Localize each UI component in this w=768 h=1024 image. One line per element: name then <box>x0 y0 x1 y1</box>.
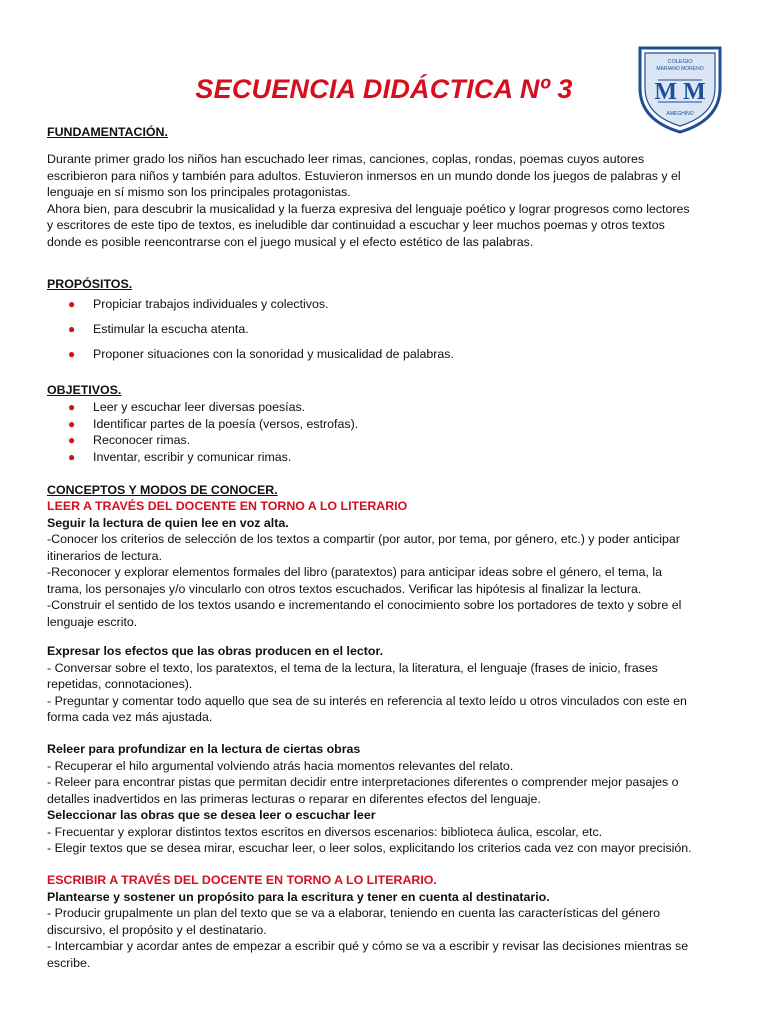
text-line: Ahora bien, para descubrir la musicalidad y la fuerza expresiva del lenguaje poético y lograr progresos como lectores <box>47 201 690 216</box>
text-line: trama, los personajes y/o vincularlo con otros textos escuchados. Verificar las hipótesis al finalizar la lectura. <box>47 581 642 596</box>
list-item: ● Identificar partes de la poesía (versos, estrofas). <box>68 417 359 431</box>
text-line: - Releer para encontrar pistas que permitan decidir entre interpretaciones diferentes o comprender mejor pasajes o <box>47 775 679 789</box>
expresar-block <box>47 643 727 726</box>
releer-block <box>47 741 727 857</box>
fundamentacion-heading: FUNDAMENTACIÓN. <box>47 125 168 139</box>
text-line: y escritores de este tipo de textos, es ineludible dar continuidad a escuchar y leer muchos poemas y otros textos <box>47 218 665 232</box>
block-title: Expresar los efectos que las obras producen en el lector. <box>47 644 384 658</box>
text-line: forma cada vez más ajustada. <box>47 710 213 724</box>
text-line: itinerarios de lectura. <box>47 548 163 563</box>
text-line: -Construir el sentido de los textos usando e incrementando el conocimiento sobre los portadores de texto y sobre el <box>47 598 682 612</box>
block-title: Seleccionar las obras que se desea leer o escuchar leer <box>47 808 376 822</box>
svg-text:COLEGIO: COLEGIO <box>667 59 693 65</box>
text-line: donde es posible reencontrarse con el juego musical y el efecto estético de las palabras. <box>47 234 534 249</box>
section-subheading: ESCRIBIR A TRAVÉS DEL DOCENTE EN TORNO A LO LITERARIO. <box>47 873 437 887</box>
text-line: lenguaje escrito. <box>47 614 138 629</box>
text-line: - Conversar sobre el texto, los paratextos, el tema de la lectura, la literatura, el lenguaje (frases de inicio, frases <box>47 660 658 675</box>
text-line: -Reconocer y explorar elementos formales del libro (paratextos) para anticipar ideas sobre el género, el tema, la <box>47 565 663 579</box>
bullet-icon: ● <box>68 297 76 311</box>
block-title: Releer para profundizar en la lectura de ciertas obras <box>47 742 361 756</box>
text-line: - Preguntar y comentar todo aquello que sea de su interés en referencia al texto leído u otros vinculados con este en <box>47 693 687 708</box>
list-item: ● Inventar, escribir y comunicar rimas. <box>68 450 292 464</box>
text-line: lenguaje en sí mismo son los principales protagonistas. <box>47 185 351 199</box>
page-title: SECUENCIA DIDÁCTICA Nº 3 <box>195 74 573 104</box>
svg-text:MARIANO MORENO: MARIANO MORENO <box>656 66 704 72</box>
fundamentacion-body <box>47 151 727 250</box>
text-line: - Frecuentar y explorar distintos textos escritos en diversos escenarios: biblioteca áulica, escolar, etc. <box>47 824 603 839</box>
conceptos-body <box>47 498 727 630</box>
text-line: repetidas, connotaciones). <box>47 677 193 691</box>
block-title: Plantearse y sostener un propósito para la escritura y tener en cuenta al destinatario. <box>47 889 550 904</box>
text-line: -Conocer los criterios de selección de los textos a compartir (por autor, por tema, por género, etc.) y poder anticipar <box>47 532 680 546</box>
list-item: ● Estimular la escucha atenta. <box>68 322 249 336</box>
text-line: escribe. <box>47 955 91 970</box>
objetivos-heading: OBJETIVOS. <box>47 383 122 397</box>
block-title: Seguir la lectura de quien lee en voz alta. <box>47 515 289 530</box>
text-line: Durante primer grado los niños han escuchado leer rimas, canciones, coplas, rondas, poemas cuyos autores <box>47 152 645 166</box>
svg-text:AMEGHINO: AMEGHINO <box>666 111 694 117</box>
list-item: ● Propiciar trabajos individuales y colectivos. <box>68 297 329 311</box>
bullet-icon: ● <box>68 450 76 464</box>
bullet-icon: ● <box>68 417 76 431</box>
bullet-icon: ● <box>68 322 76 336</box>
text-line: discursivo, el propósito y el destinatario. <box>47 922 267 937</box>
school-logo <box>634 44 726 134</box>
conceptos-heading: CONCEPTOS Y MODOS DE CONOCER. <box>47 483 278 497</box>
text-line: - Elegir textos que se desea mirar, escuchar leer, o leer solos, explicitando los criterios cada vez con mayor precisión. <box>47 841 692 855</box>
list-item: ● Proponer situaciones con la sonoridad y musicalidad de palabras. <box>68 347 454 361</box>
escribir-block <box>47 872 727 971</box>
text-line: - Intercambiar y acordar antes de empezar a escribir qué y cómo se va a escribir y revisar las decisiones mientras se <box>47 939 689 953</box>
text-line: - Producir grupalmente un plan del texto que se va a elaborar, teniendo en cuenta las características del género <box>47 906 661 920</box>
text-line: escribieron para niños y también para adultos. Estuvieron inmersos en un mundo donde los juegos de palabras y el <box>47 168 681 183</box>
bullet-icon: ● <box>68 347 76 361</box>
bullet-icon: ● <box>68 433 76 447</box>
text-line: detalles inadvertidos en las primeras lecturas o reparar en diferentes efectos del lenguaje. <box>47 791 541 806</box>
bullet-icon: ● <box>68 400 76 414</box>
propositos-heading: PROPÓSITOS. <box>47 277 133 291</box>
list-item: ● Leer y escuchar leer diversas poesías. <box>68 400 306 414</box>
svg-text:M M: M M <box>654 79 706 105</box>
section-subheading: LEER A TRAVÉS DEL DOCENTE EN TORNO A LO LITERARIO <box>47 499 408 513</box>
text-line: - Recuperar el hilo argumental volviendo atrás hacia momentos relevantes del relato. <box>47 758 514 773</box>
list-item: ● Reconocer rimas. <box>68 433 191 447</box>
